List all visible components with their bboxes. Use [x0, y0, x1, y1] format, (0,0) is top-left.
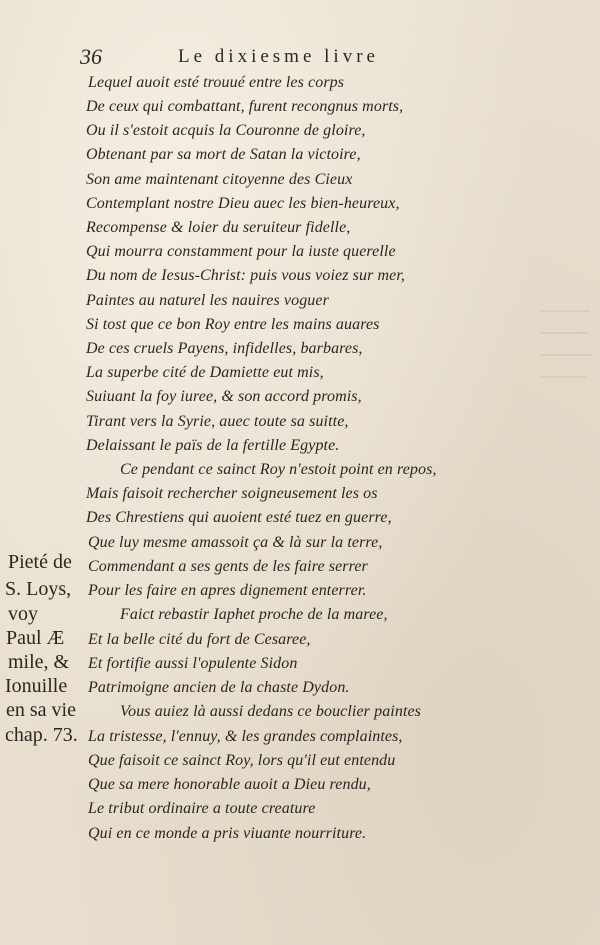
verse-line: Commendant a ses gents de les faire serrer	[88, 558, 368, 575]
verse-line: Mais faisoit rechercher soigneusement les os	[86, 485, 378, 502]
bleed-through-area	[540, 300, 600, 440]
margin-note-line: Paul Æ	[6, 627, 65, 649]
verse-line: Recompense & loier du seruiteur fidelle,	[86, 219, 351, 236]
margin-note-line: en sa vie	[6, 699, 76, 721]
verse-line: De ces cruels Payens, infidelles, barbares,	[86, 340, 363, 357]
verse-line: Qui en ce monde a pris viuante nourriture.	[88, 825, 367, 842]
verse-line: Et la belle cité du fort de Cesaree,	[88, 631, 311, 648]
verse-line: Obtenant par sa mort de Satan la victoire,	[86, 146, 361, 163]
verse-line: Tirant vers la Syrie, auec toute sa suitte,	[86, 413, 349, 430]
verse-line: Du nom de Iesus-Christ: puis vous voiez sur mer,	[86, 267, 406, 284]
verse-line: Que sa mere honorable auoit a Dieu rendu,	[88, 776, 371, 793]
verse-line: Delaissant le païs de la fertille Egypte.	[86, 437, 340, 454]
page-number: 36	[80, 44, 102, 69]
verse-line: Et fortifie aussi l'opulente Sidon	[88, 655, 298, 672]
verse-line: Paintes au naturel les nauires voguer	[86, 292, 329, 309]
verse-line: Pour les faire en apres dignement enterrer.	[88, 582, 367, 599]
verse-line: Ou il s'estoit acquis la Couronne de gloire,	[86, 122, 366, 139]
verse-line: De ceux qui combattant, furent recongnus morts,	[86, 98, 404, 115]
verse-line: Vous auiez là aussi dedans ce bouclier paintes	[120, 703, 422, 720]
margin-note-line: S. Loys,	[5, 578, 72, 600]
verse-line: Si tost que ce bon Roy entre les mains auares	[86, 316, 380, 333]
verse-line: La tristesse, l'ennuy, & les grandes complaintes,	[88, 728, 403, 745]
margin-note-line: mile, &	[8, 651, 70, 673]
verse-line: Son ame maintenant citoyenne des Cieux	[86, 171, 353, 188]
verse-line: Faict rebastir Iaphet proche de la maree,	[120, 606, 388, 623]
page-header	[80, 44, 480, 72]
margin-note-line: voy	[8, 603, 38, 625]
verse-line: Le tribut ordinaire a toute creature	[88, 800, 316, 817]
verse-line: Que faisoit ce sainct Roy, lors qu'il eut entendu	[88, 752, 396, 769]
running-head: Le dixiesme livre	[178, 46, 379, 67]
verse-line: Suiuant la foy iuree, & son accord promis,	[86, 388, 362, 405]
verse-line: Lequel auoit esté trouué entre les corps	[88, 74, 345, 91]
verse-line: La superbe cité de Damiette eut mis,	[86, 364, 324, 381]
verse-line: Ce pendant ce sainct Roy n'estoit point en repos,	[120, 461, 437, 478]
margin-note-line: Ionuille	[5, 675, 68, 697]
verse-line: Contemplant nostre Dieu auec les bien-heureux,	[86, 195, 400, 212]
verse-line: Que luy mesme amassoit ça & là sur la terre,	[88, 534, 383, 551]
verse-line: Patrimoigne ancien de la chaste Dydon.	[88, 679, 350, 696]
margin-note-line: Pieté de	[8, 551, 72, 573]
verse-line: Qui mourra constamment pour la iuste querelle	[86, 243, 396, 260]
margin-note-line: chap. 73.	[5, 724, 78, 746]
verse-line: Des Chrestiens qui auoient esté tuez en guerre,	[86, 509, 392, 526]
